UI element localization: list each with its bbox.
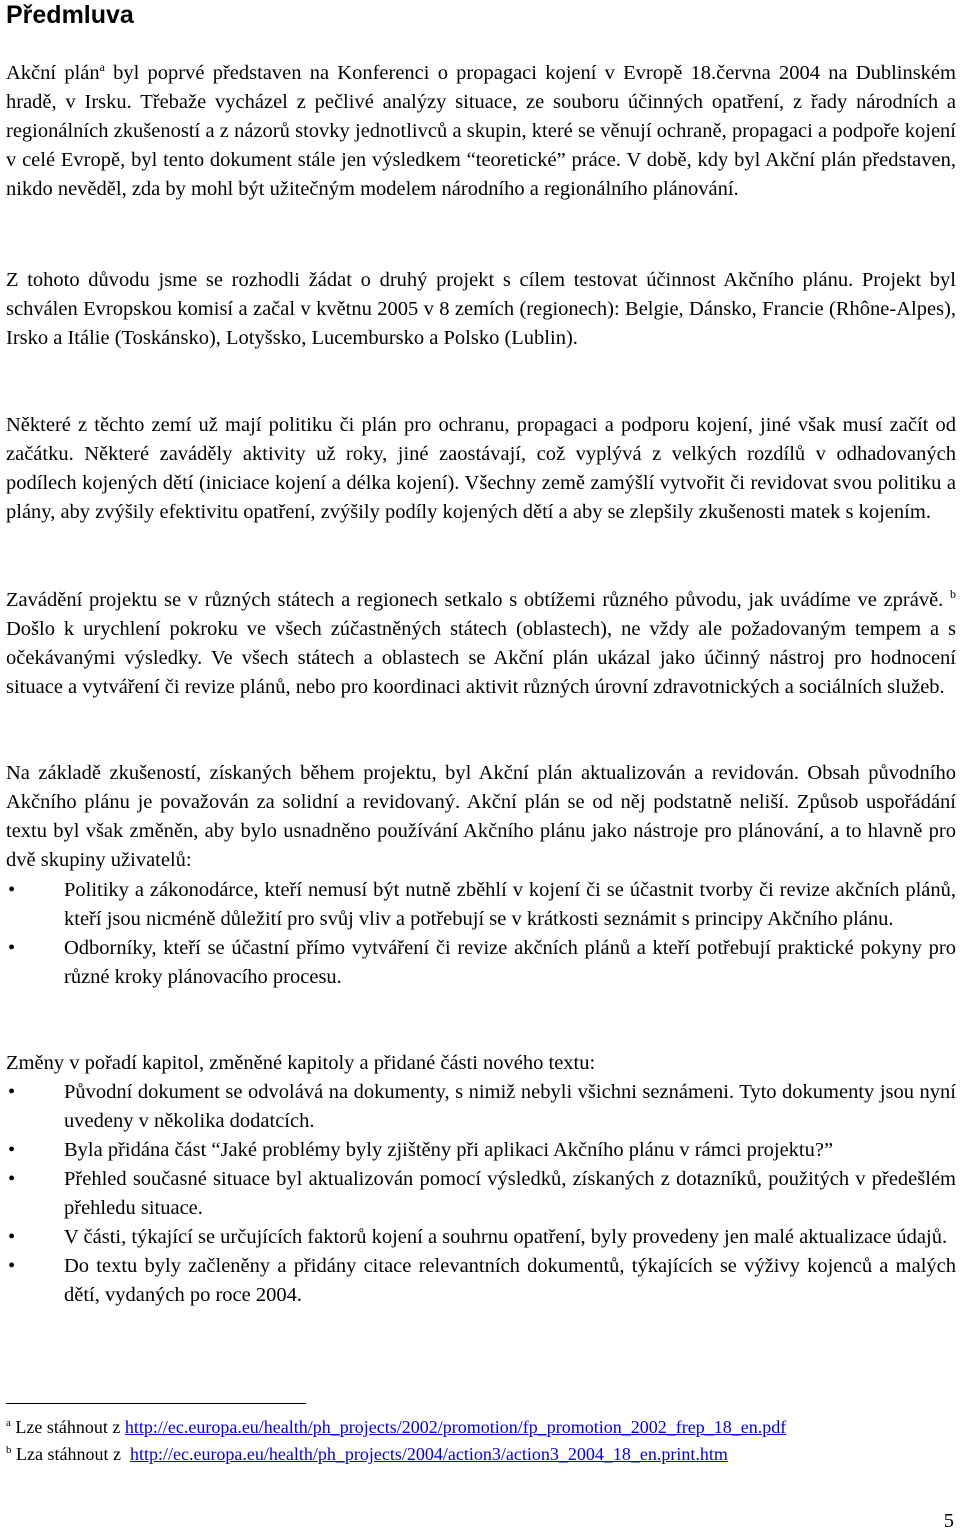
bullet-icon: •	[8, 1255, 16, 1277]
footnote-mark: b	[6, 1444, 12, 1456]
paragraph-implementation-rest: Došlo k urychlení pokroku ve všech zúčastněných státech (oblastech), ne vždy ale požadovaným tempem a s očekávanými výsledky. Ve všech státech a oblastech se Akční plán ukázal jako účinný nástroj pro hodnocení situace a vytváření či revize plánů, nebo pro koordinaci aktivit různých úrovní zdravotnických a sociálních služeb.	[6, 618, 956, 698]
footnotes	[6, 1414, 956, 1468]
list-item-text: Do textu byly začleněny a přidány citace relevantních dokumentů, týkajících se výživy kojenců a malých dětí, vydaných po roce 2004.	[64, 1255, 956, 1306]
footnote-link[interactable]: http://ec.europa.eu/health/ph_projects/2002/promotion/fp_promotion_2002_frep_18_en.pdf	[124, 1417, 787, 1437]
bullet-icon: •	[8, 1139, 16, 1161]
list-item	[6, 934, 956, 992]
paragraph-implementation-start: Zavádění projektu se v různých státech a regionech setkalo s obtížemi různého původu, jak uvádíme ve zprávě.	[6, 589, 950, 611]
list-item-text: Přehled současné situace byl aktualizován pomocí výsledků, získaných z dotazníků, použitých v předešlém přehledu situace.	[64, 1168, 956, 1219]
footnote-divider	[6, 1403, 306, 1404]
footnote-mark: a	[6, 1417, 11, 1429]
bullet-icon: •	[8, 1226, 16, 1248]
footnote-text: Lze stáhnout z	[10, 1417, 125, 1437]
bullet-icon: •	[8, 879, 16, 901]
paragraph-revision: Na základě zkušeností, získaných během projektu, byl Akční plán aktualizován a revidován. Obsah původního Akčního plánu je považován za solidní a revidovaný. Akční plán se od něj podstatně neliší. Způsob uspořádání textu byl však změněn, aby bylo usnadněno používání Akčního plánu jako nástroje pro plánování, a to hlavně pro dvě skupiny uživatelů:	[6, 762, 956, 871]
footnote-a	[6, 1414, 956, 1441]
footnote-ref-a[interactable]: a	[99, 60, 105, 75]
paragraph-countries: Některé z těchto zemí už mají politiku či plán pro ochranu, propagaci a podporu kojení, jiné však musí začít od začátku. Některé zaváděly aktivity už roky, jiné zaostávají, což vyplývá z velkých rozdílů v odhadovaných podílech kojených dětí (iniciace kojení a délka kojení). Všechny země zamýšlí vytvořit či revidovat svou politiku a plány, aby zvýšily efektivitu opatření, zvýšily podíly kojených dětí a aby se zlepšily zkušenosti matek s kojením.	[6, 414, 956, 523]
list-item	[6, 1165, 956, 1223]
list-item-text: Byla přidána část “Jaké problémy byly zjištěny při aplikaci Akčního plánu v rámci projektu?”	[64, 1139, 834, 1161]
paragraph-intro-rest: byl poprvé představen na Konferenci o propagaci kojení v Evropě 18.června 2004 na Dublinském hradě, v Irsku. Třebaže vycházel z pečlivé analýzy situace, ze souboru účinných opatření, z řady národních a regionálních zkušeností a z názorů stovky jednotlivců a skupin, které se věnují ochraně, propagaci a podpoře kojení v celé Evropě, byl tento dokument stále jen výsledkem “teoretické” práce. V době, kdy byl Akční plán představen, nikdo nevěděl, zda by mohl být užitečným modelem národního a regionálního plánování.	[6, 62, 956, 200]
bullet-icon: •	[8, 1081, 16, 1103]
paragraph-project: Z tohoto důvodu jsme se rozhodli žádat o druhý projekt s cílem testovat účinnost Akčního plánu. Projekt byl schválen Evropskou komisí a začal v květnu 2005 v 8 zemích (regionech): Belgie, Dánsko, Francie (Rhône-Alpes), Irsko a Itálie (Toskánsko), Lotyšsko, Lucembursko a Polsko (Lublin).	[6, 269, 956, 349]
footnote-b	[6, 1441, 956, 1468]
list-item	[6, 876, 956, 934]
paragraph-intro-start: Akční plán	[6, 62, 100, 84]
list-item-text: Politiky a zákonodárce, kteří nemusí být nutně zběhlí v kojení či se účastnit tvorby či revize akčních plánů, kteří jsou nicméně důležití pro svůj vliv a potřebují se v krátkosti seznámit s principy Akčního plánu.	[64, 879, 956, 930]
footnote-link[interactable]: http://ec.europa.eu/health/ph_projects/2004/action3/action3_2004_18_en.print.htm	[129, 1444, 728, 1464]
bullet-icon: •	[8, 1168, 16, 1190]
list-item	[6, 1078, 956, 1136]
user-groups-list	[6, 876, 956, 992]
paragraph-implementation	[6, 586, 956, 702]
changes-list	[6, 1078, 956, 1310]
list-item	[6, 1136, 956, 1165]
list-item-text: Odborníky, kteří se účastní přímo vytváření či revize akčních plánů a kteří potřebují praktické pokyny pro různé kroky plánovacího procesu.	[64, 937, 956, 988]
list-item	[6, 1223, 956, 1252]
list-item	[6, 1252, 956, 1310]
list-item-text: Původní dokument se odvolává na dokumenty, s nimiž nebyli všichni seznámeni. Tyto dokumenty jsou nyní uvedeny v několika dodatcích.	[64, 1081, 956, 1132]
footnote-ref-b[interactable]: b	[950, 587, 956, 602]
footnote-text: Lza stáhnout z	[11, 1444, 130, 1464]
paragraph-intro	[6, 59, 956, 204]
list-item-text: V části, týkající se určujících faktorů kojení a souhrnu opatření, byly provedeny jen malé aktualizace údajů.	[64, 1226, 948, 1248]
bullet-icon: •	[8, 937, 16, 959]
page-title: Předmluva	[6, 1, 134, 29]
paragraph-changes: Změny v pořadí kapitol, změněné kapitoly a přidané části nového textu:	[6, 1052, 596, 1074]
page-number: 5	[943, 1510, 954, 1532]
